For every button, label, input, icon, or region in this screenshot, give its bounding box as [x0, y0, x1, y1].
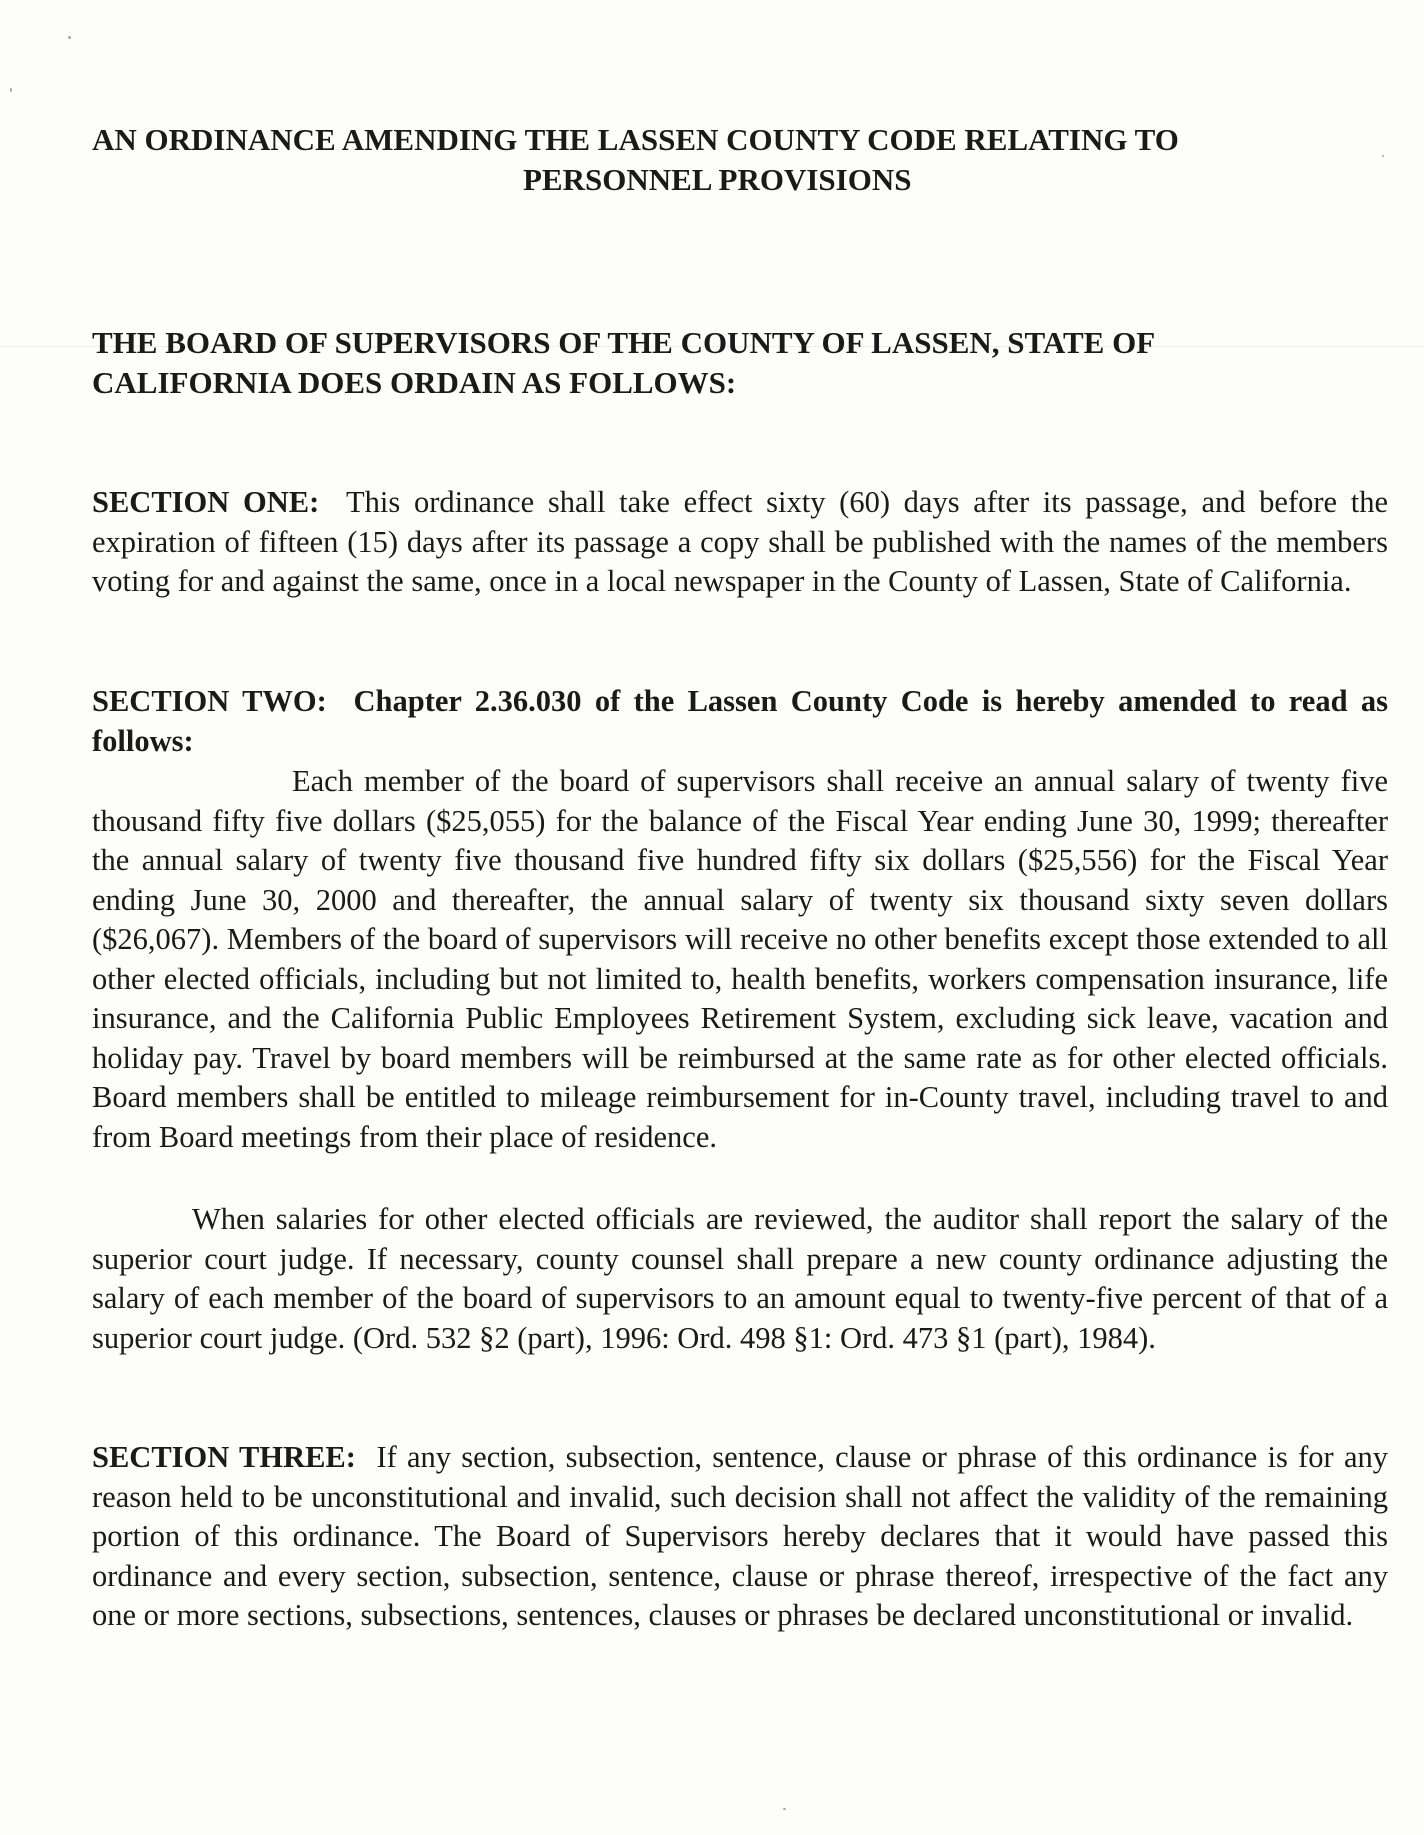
section-two-note: When salaries for other elected officials are reviewed, the auditor shall report the salary of the superior court judge. If necessary, county counsel shall prepare a new county ordinance adjusting the salary of each member of the board of supervisors to an amount equal to twenty-five percent of that of a superior court judge. (Ord. 532 §2 (part), 1996: Ord. 498 §1: Ord. 473 §1 (part), 1984).: [92, 1202, 1388, 1355]
section-two-heading-text: Chapter 2.36.030 of the Lassen County Code is hereby amended to read as follows:: [92, 684, 1388, 758]
document-title: [92, 120, 1392, 200]
section-one-label: SECTION ONE:: [92, 485, 320, 519]
section-one: [92, 483, 1388, 602]
scan-speck: [783, 1808, 786, 1810]
title-line-1: AN ORDINANCE AMENDING THE LASSEN COUNTY CODE RELATING TO: [92, 122, 1179, 157]
section-two-body: Each member of the board of supervisors shall receive an annual salary of twenty five thousand fifty five dollars ($25,055) for the balance of the Fiscal Year ending June 30, 1999; thereafter the annual salary of twenty five thousand five hundred fifty six dollars ($25,556) for the Fiscal Year ending June 30, 2000 and thereafter, the annual salary of twenty six thousand sixty seven dollars ($26,067). Members of the board of supervisors will receive no other benefits except those extended to all other elected officials, including but not limited to, health benefits, workers compensation insurance, life insurance, and the California Public Employees Retirement System, excluding sick leave, vacation and holiday pay. Travel by board members will be reimbursed at the same rate as for other elected officials. Board members shall be entitled to mileage reimbursement for in-County travel, including travel to and from Board meetings from their place of residence.: [92, 764, 1388, 1154]
section-three: [92, 1438, 1388, 1636]
scan-speck: [10, 88, 12, 92]
ordain-line-1: THE BOARD OF SUPERVISORS OF THE COUNTY OF LASSEN, STATE OF: [92, 325, 1156, 360]
section-two-label: SECTION TWO:: [92, 684, 327, 718]
ordain-heading: [92, 323, 1392, 403]
title-line-2: PERSONNEL PROVISIONS: [523, 162, 912, 197]
section-three-label: SECTION THREE:: [92, 1440, 356, 1474]
section-two-heading: [92, 682, 1388, 761]
section-three-text: If any section, subsection, sentence, clause or phrase of this ordinance is for any reason held to be unconstitutional and invalid, such decision shall not affect the validity of the remaining portion of this ordinance. The Board of Supervisors hereby declares that it would have passed this ordinance and every section, subsection, sentence, clause or phrase thereof, irrespective of the fact any one or more sections, subsections, sentences, clauses or phrases be declared unconstitutional or invalid.: [92, 1440, 1388, 1632]
ordain-line-2: CALIFORNIA DOES ORDAIN AS FOLLOWS:: [92, 365, 737, 400]
section-one-text: This ordinance shall take effect sixty (60) days after its passage, and before the expiration of fifteen (15) days after its passage a copy shall be published with the names of the members voting for and against the same, once in a local newspaper in the County of Lassen, State of California.: [92, 485, 1388, 598]
scan-speck: [68, 36, 71, 39]
